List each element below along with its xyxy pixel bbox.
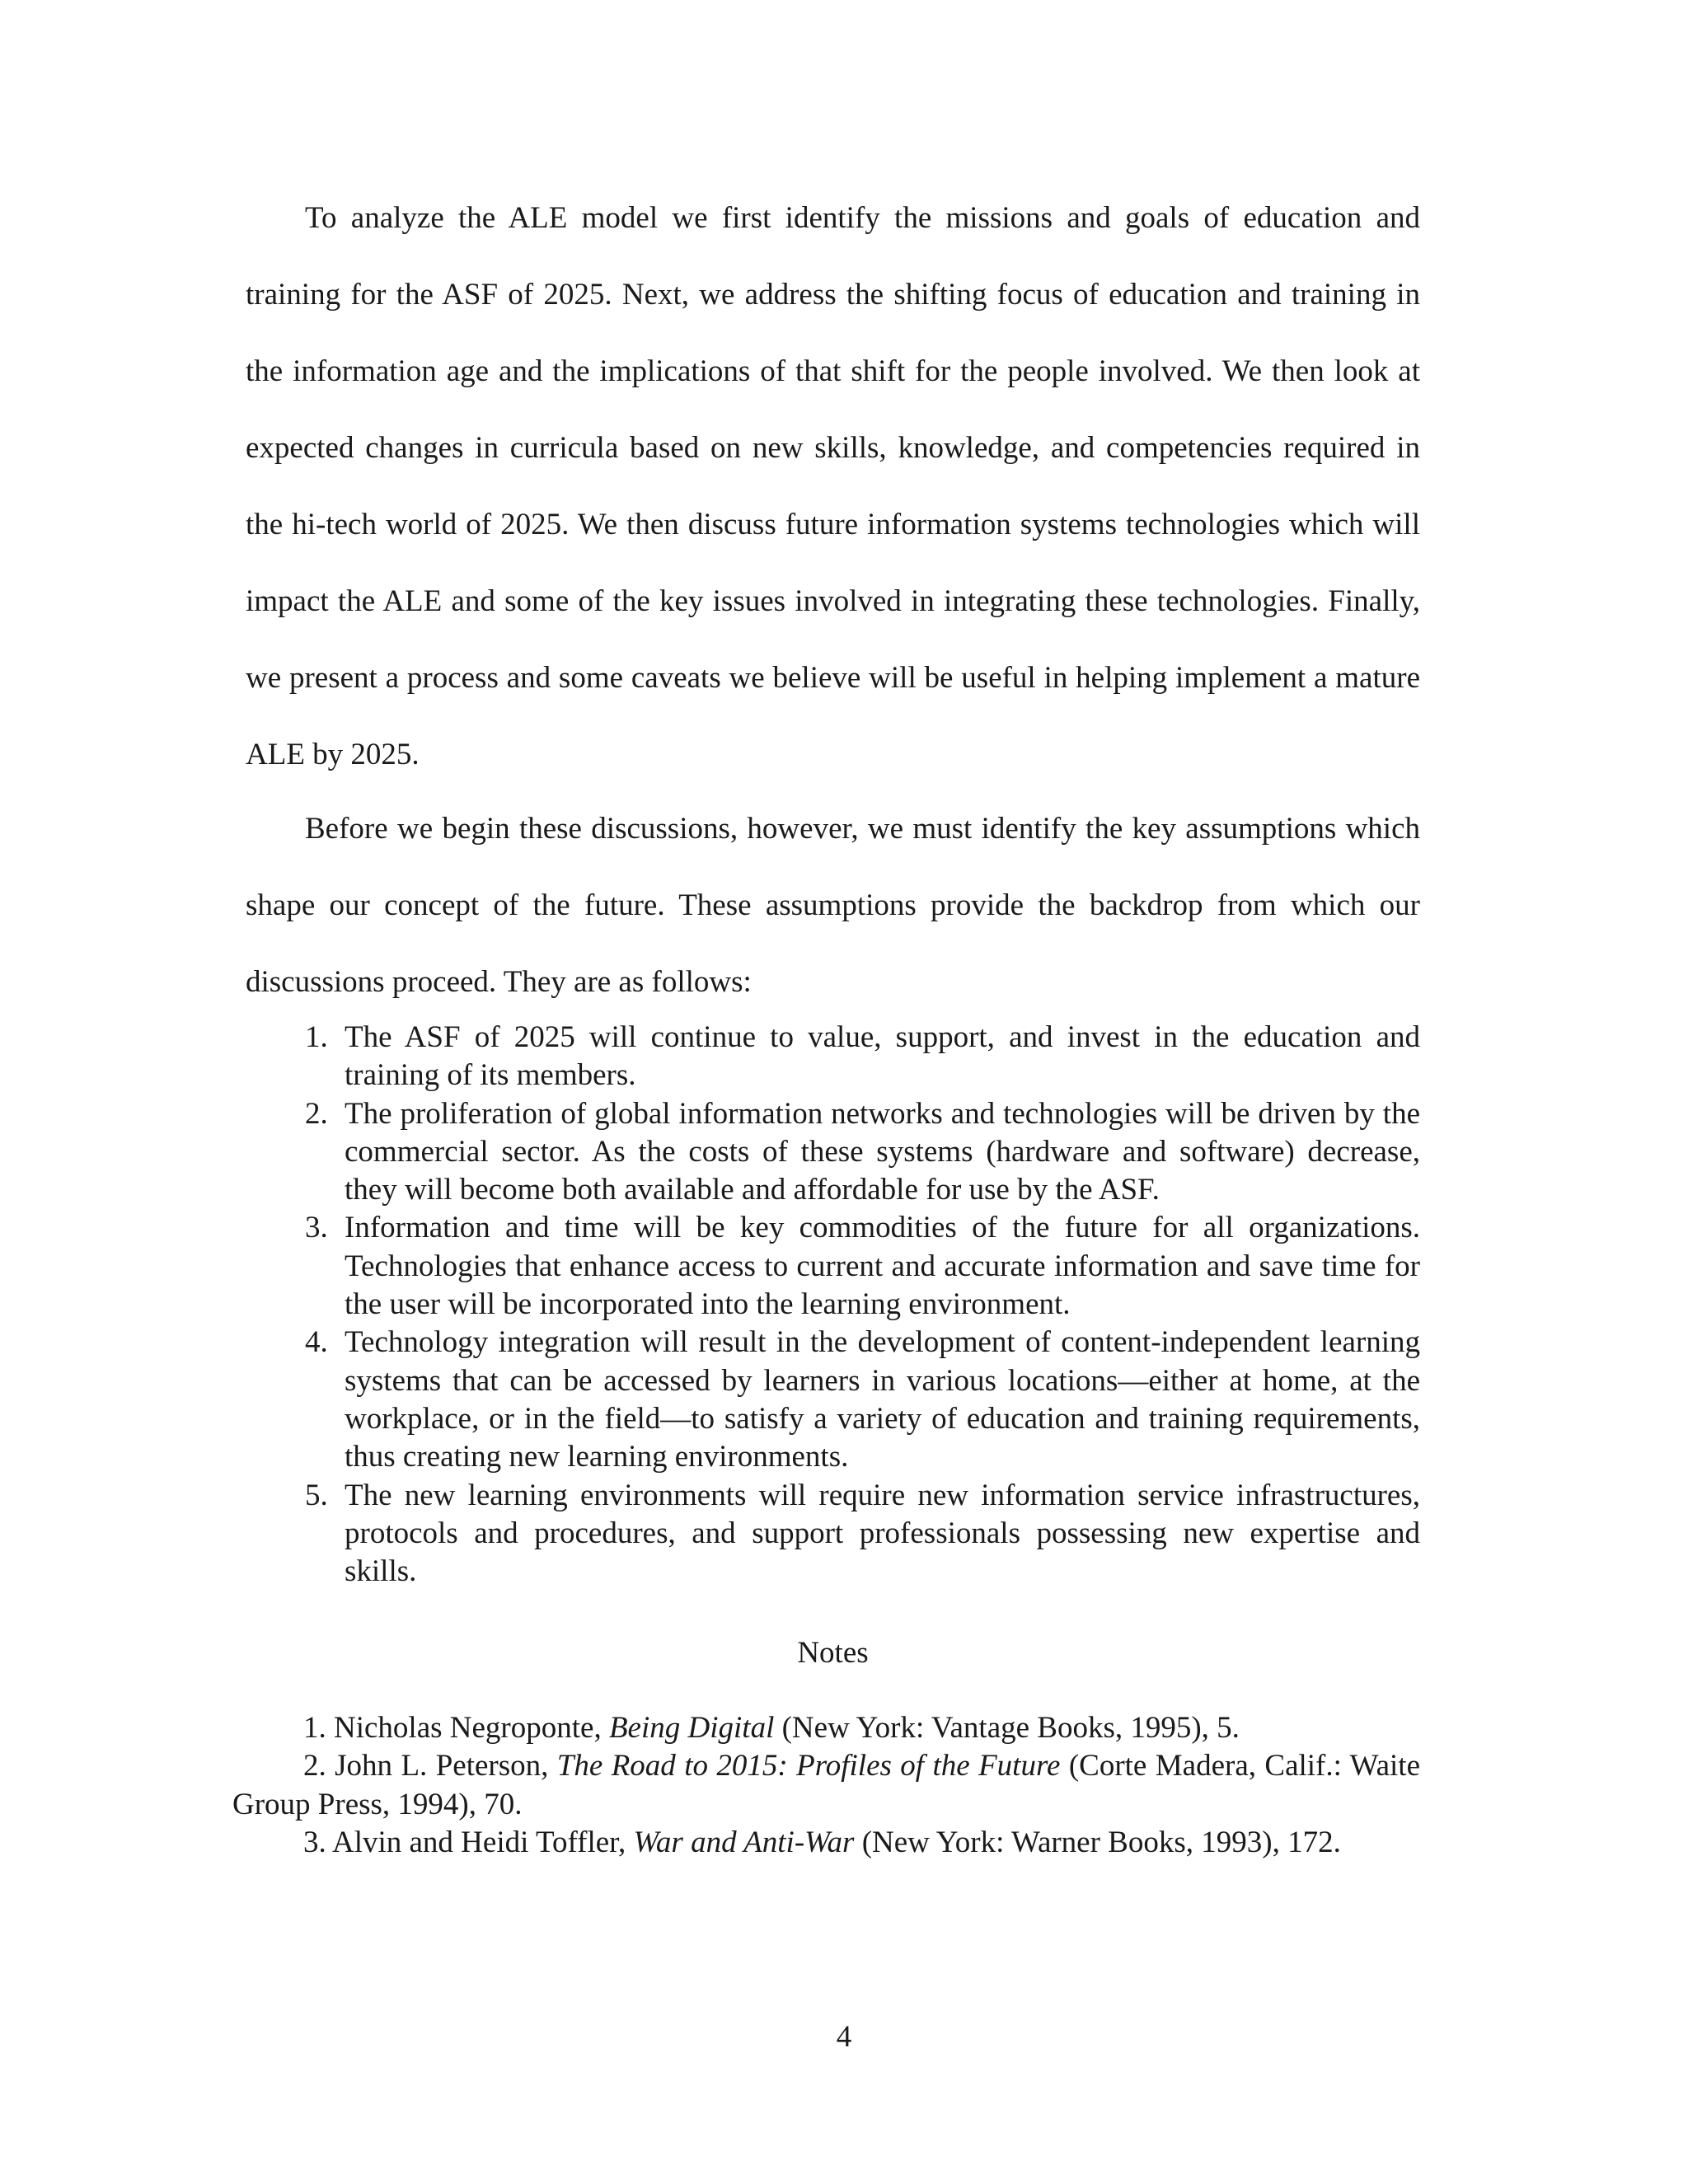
footnote-number: 3.: [303, 1825, 326, 1859]
notes-heading: Notes: [797, 1636, 869, 1670]
list-item: [246, 1095, 1420, 1210]
footnote-author: Nicholas Negroponte,: [334, 1711, 602, 1745]
list-item-text: The proliferation of global information networks and technologies will be driven by the commercial sector. As the costs of these systems (hardware and software) decrease, they will become both available and affordable for use by the ASF.: [345, 1096, 1420, 1207]
footnote-title: Being Digital: [608, 1711, 775, 1745]
list-item-number: 3.: [305, 1211, 328, 1245]
footnote-number: 1.: [303, 1711, 326, 1745]
footnote-title: The Road to 2015: Profiles of the Future: [556, 1749, 1061, 1783]
list-item-number: 1.: [305, 1020, 328, 1054]
footnote-citation: (New York: Vantage Books, 1995), 5.: [781, 1711, 1240, 1745]
list-item-number: 2.: [305, 1096, 328, 1131]
footnote-citation: (New York: Warner Books, 1993), 172.: [861, 1825, 1341, 1859]
footnote-citation: (Corte Madera, Calif.: Waite Group Press, 1994), 70.: [232, 1749, 1421, 1821]
footnote-number: 2.: [303, 1749, 326, 1783]
list-item: [246, 1477, 1420, 1591]
list-item: [246, 1324, 1420, 1476]
list-item-text: Technology integration will result in the development of content-independent learning systems that can be accessed by learners in various locations—either at home, at the workplace, or in the field—to satisfy a variety of education and training requirements, thus creating new learning environments.: [345, 1325, 1420, 1474]
assumptions-list: [246, 1019, 1420, 1591]
list-item-number: 4.: [305, 1325, 328, 1360]
list-item-text: The ASF of 2025 will continue to value, support, and invest in the education and training of its members.: [345, 1020, 1420, 1093]
notes-list: [232, 1709, 1420, 1862]
list-item-text: Information and time will be key commodities of the future for all organizations. Technologies that enhance access to current and accurate information and save time for the user will be incorporated into the learning environment.: [345, 1211, 1420, 1322]
footnote-author: Alvin and Heidi Toffler,: [331, 1825, 626, 1859]
footnote: [232, 1824, 1420, 1862]
page-number: 4: [836, 2020, 852, 2054]
paragraph-assumptions-intro: Before we begin these discussions, however, we must identify the key assumptions which shape our concept of the future. These assumptions provide the backdrop from which our discussions proceed. They are as follows:: [246, 812, 1420, 999]
footnote: [232, 1747, 1420, 1824]
list-item: [246, 1019, 1420, 1095]
footnote-title: War and Anti-War: [633, 1825, 855, 1859]
paragraph-ale-overview: To analyze the ALE model we first identify the missions and goals of education and training for the ASF of 2025. Next, we address the shifting focus of education and training in the information age and the implications of that shift for the people involved. We then look at expected changes in curricula based on new skills, knowledge, and competencies required in the hi-tech world of 2025. We then discuss future information systems technologies which will impact the ALE and some of the key issues involved in integrating these technologies. Finally, we present a process and some caveats we believe will be useful in helping implement a mature ALE by 2025.: [246, 201, 1420, 771]
footnote-author: John L. Peterson,: [335, 1749, 549, 1783]
list-item-text: The new learning environments will require new information service infrastructures, protocols and procedures, and support professionals possessing new expertise and skills.: [345, 1478, 1420, 1589]
list-item-number: 5.: [305, 1478, 328, 1512]
list-item: [246, 1209, 1420, 1324]
footnote: [232, 1709, 1420, 1747]
